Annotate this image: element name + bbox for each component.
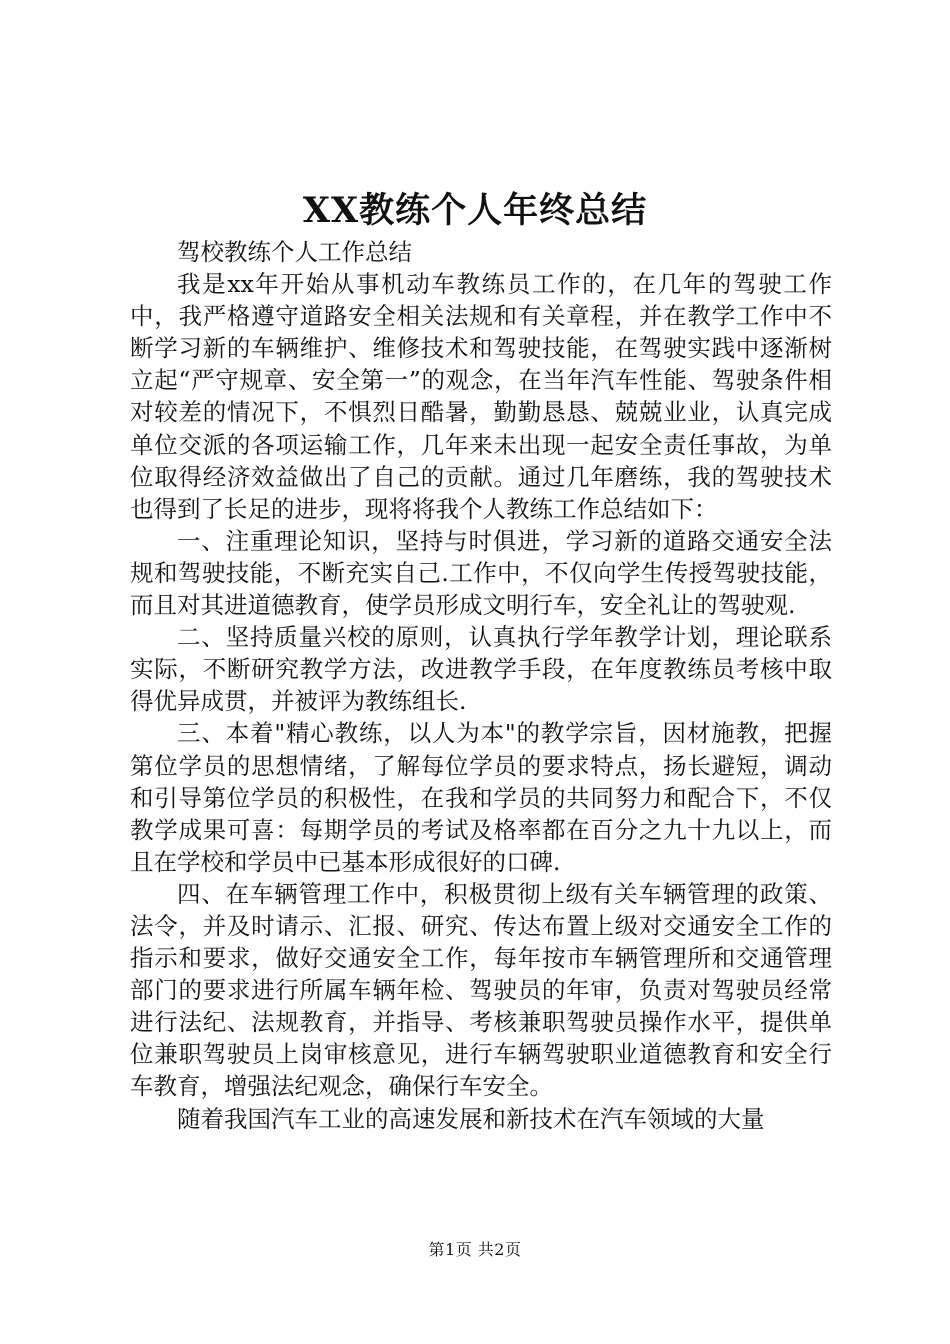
page-number: 第1页 共2页: [428, 1240, 522, 1259]
paragraph-point-2: 二、坚持质量兴校的原则，认真执行学年教学计划，理论联系实际，不断研究教学方法，改进教学手段，在年度教练员考核中取得优异成贯，并被评为教练组长.: [130, 623, 832, 716]
document-body: [130, 236, 832, 1135]
paragraph-point-3: 三、本着"精心教练，以人为本"的教学宗旨，因材施教，把握第位学员的思想情绪，了解每位学员的要求特点，扬长避短，调动和引导第位学员的积极性，在我和学员的共同努力和配合下，不仅教学成果可喜：每期学员的考试及格率都在百分之九十九以上，而且在学校和学员中已基本形成很好的口碑.: [130, 719, 832, 876]
paragraph-point-4: 四、在车辆管理工作中，积极贯彻上级有关车辆管理的政策、法令，并及时请示、汇报、研究、传达布置上级对交通安全工作的指示和要求，做好交通安全工作，每年按市车辆管理所和交通管理部门的要求进行所属车辆年检、驾驶员的年审，负责对驾驶员经常进行法纪、法规教育，并指导、考核兼职驾驶员操作水平，提供单位兼职驾驶员上岗审核意见，进行车辆驾驶职业道德教育和安全行车教育，增强法纪观念，确保行车安全。: [130, 879, 832, 1101]
paragraph-subtitle: 驾校教练个人工作总结: [177, 238, 412, 266]
paragraph-continuation: 随着我国汽车工业的高速发展和新技术在汽车领域的大量: [177, 1104, 765, 1133]
paragraph-point-1: 一、注重理论知识，坚持与时俱进，学习新的道路交通安全法规和驾驶技能，不断充实自己.工作中，不仅向学生传授驾驶技能，而且对其进道德教育，使学员形成文明行车，安全礼让的驾驶观.: [130, 526, 832, 620]
document-title: XX教练个人年终总结: [302, 190, 648, 231]
paragraph-intro: 我是xx年开始从事机动车教练员工作的，在几年的驾驶工作中，我严格遵守道路安全相关法规和有关章程，并在教学工作中不断学习新的车辆维护、维修技术和驾驶技能，在驾驶实践中逐渐树立起“严守规章、安全第一”的观念，在当年汽车性能、驾驶条件相对较差的情况下，不惧烈日酷暑，勤勤恳恳、兢兢业业，认真完成单位交派的各项运输工作，几年来未出现一起安全责任事故，为单位取得经济效益做出了自己的贡献。通过几年磨练，我的驾驶技术也得到了长足的进步，现将将我个人教练工作总结如下：: [130, 270, 832, 523]
